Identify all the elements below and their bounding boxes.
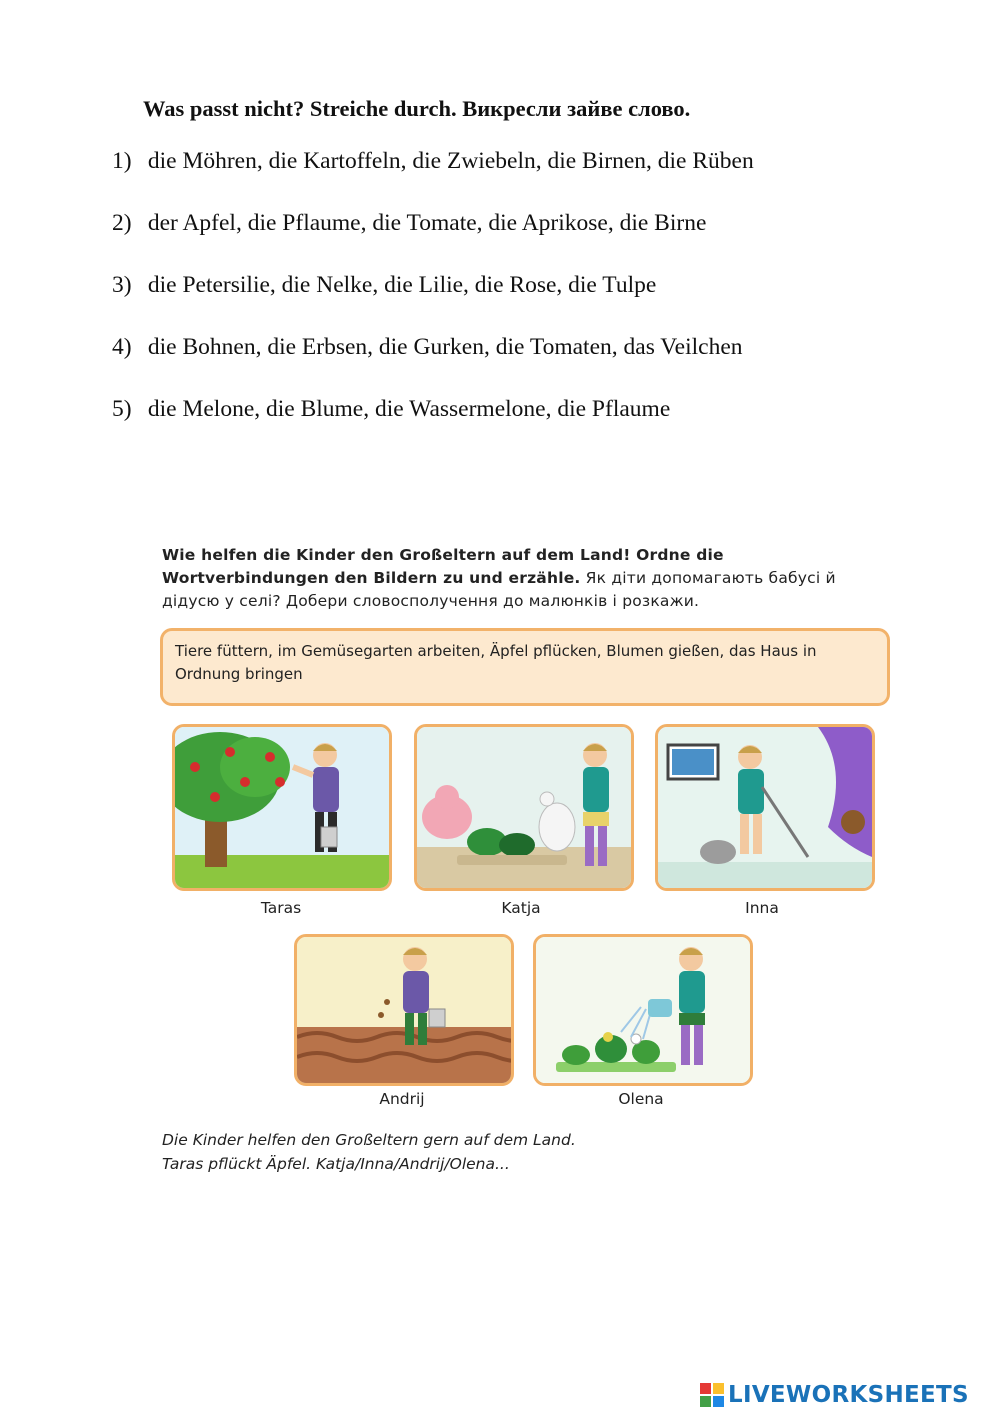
picture-katja[interactable] bbox=[414, 724, 634, 891]
caption-andrij: Andrij bbox=[379, 1090, 425, 1108]
picture-olena[interactable] bbox=[533, 934, 753, 1086]
exercise2-instruction: Wie helfen die Kinder den Großeltern auf dem Land! Ordne die Wortverbindungen den Bildern zu und erzähle. Як діти допомагають бабусі й дідусю у селі? Добери словосполучення до малюнків і розкажи. bbox=[162, 546, 836, 610]
exercise1-title: Was passt nicht? Streiche durch. Викресли зайве слово. bbox=[143, 96, 691, 121]
caption-katja: Katja bbox=[501, 899, 541, 917]
word-box: Tiere füttern, im Gemüsegarten arbeiten, Äpfel pflücken, Blumen gießen, das Haus in Ordnung bringen bbox=[160, 628, 890, 706]
list-item[interactable]: 3) die Petersilie, die Nelke, die Lilie, die Rose, die Tulpe bbox=[112, 272, 657, 298]
picture-inna[interactable] bbox=[655, 724, 875, 891]
list-item[interactable]: 2) der Apfel, die Pflaume, die Tomate, die Aprikose, die Birne bbox=[112, 210, 707, 236]
house-cleaning-illustration bbox=[658, 727, 872, 888]
caption-olena: Olena bbox=[618, 1090, 664, 1108]
picture-taras[interactable] bbox=[172, 724, 392, 891]
picture-andrij[interactable] bbox=[294, 934, 514, 1086]
liveworksheets-logo-icon bbox=[700, 1383, 724, 1407]
caption-inna: Inna bbox=[745, 899, 779, 917]
apple-tree-illustration bbox=[175, 727, 389, 888]
exercise2-footer: Die Kinder helfen den Großeltern gern auf dem Land. Taras pflückt Äpfel. Katja/Inna/Andrij/Olena... bbox=[162, 1131, 576, 1173]
caption-taras: Taras bbox=[260, 899, 302, 917]
list-item[interactable]: 5) die Melone, die Blume, die Wassermelone, die Pflaume bbox=[112, 396, 671, 422]
brand-name: LIVEWORKSHEETS bbox=[728, 1382, 969, 1408]
farm-animals-illustration bbox=[417, 727, 631, 888]
brand-logo[interactable] bbox=[700, 1380, 969, 1410]
exercise1-list bbox=[112, 146, 754, 456]
vegetable-garden-illustration bbox=[297, 937, 511, 1083]
watering-flowers-illustration bbox=[536, 937, 750, 1083]
list-item[interactable]: 1) die Möhren, die Kartoffeln, die Zwiebeln, die Birnen, die Rüben bbox=[112, 148, 754, 174]
list-item[interactable]: 4) die Bohnen, die Erbsen, die Gurken, die Tomaten, das Veilchen bbox=[112, 334, 743, 360]
